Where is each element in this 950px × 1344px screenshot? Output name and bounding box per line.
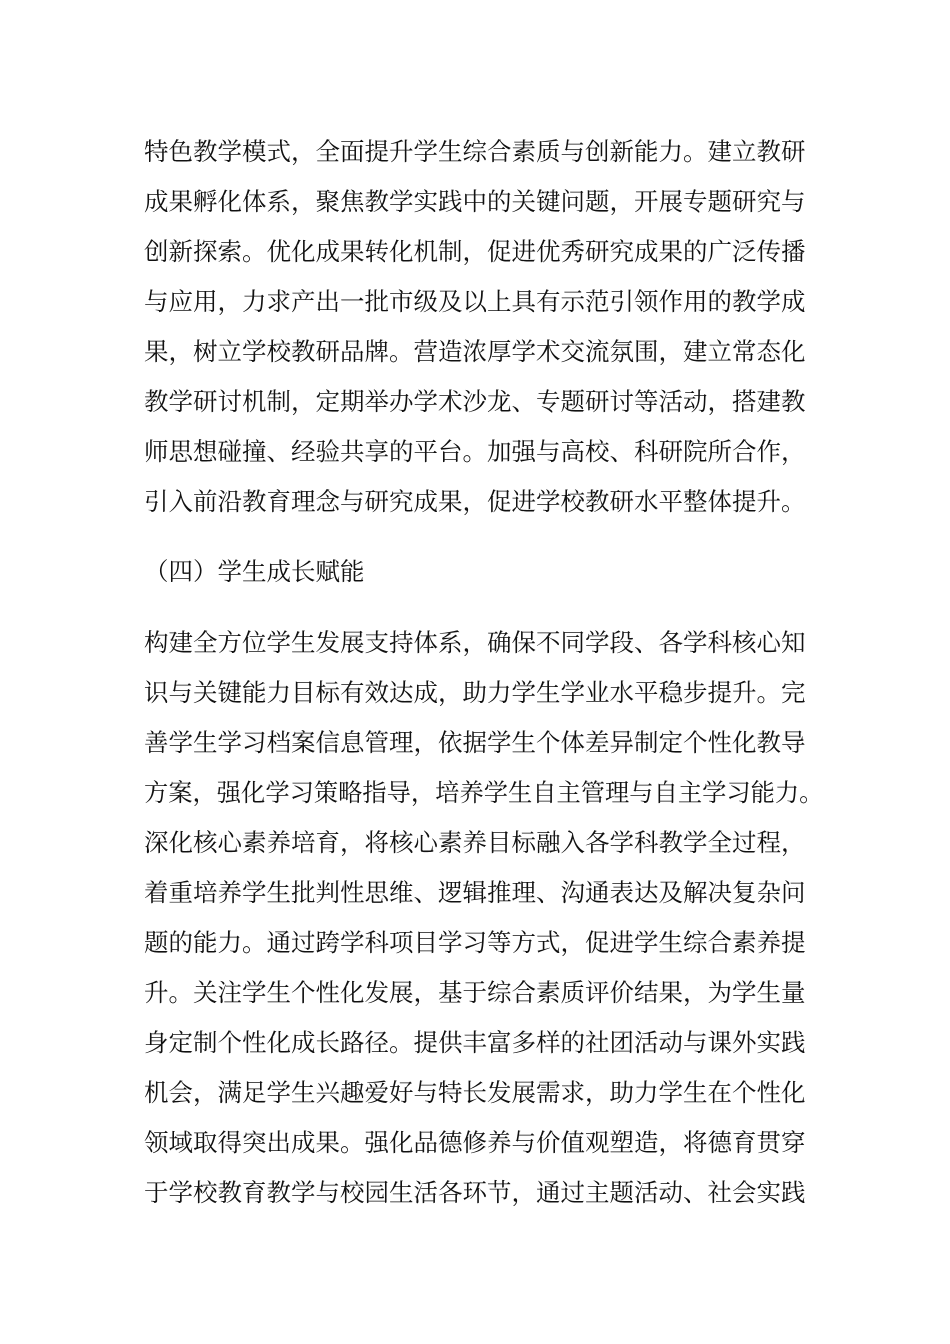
section-heading: （四）学生成长赋能 [144,557,365,586]
text-line: 身定制个性化成长路径。提供丰富多样的社团活动与课外实践 [144,1028,806,1057]
section-heading-block [144,547,824,597]
text-line: 与应用，力求产出一批市级及以上具有示范引领作用的教学成 [144,287,806,316]
text-line: 果，树立学校教研品牌。营造浓厚学术交流氛围，建立常态化 [144,337,806,366]
text-line: 识与关键能力目标有效达成，助力学生学业水平稳步提升。完 [144,678,806,707]
text-line: 着重培养学生批判性思维、逻辑推理、沟通表达及解决复杂问 [144,878,806,907]
text-line: 构建全方位学生发展支持体系，确保不同学段、各学科核心知 [144,628,806,657]
text-line: 机会，满足学生兴趣爱好与特长发展需求，助力学生在个性化 [144,1078,806,1107]
text-line: 深化核心素养培育，将核心素养目标融入各学科教学全过程， [144,828,806,857]
text-line: 教学研讨机制，定期举办学术沙龙、专题研讨等活动，搭建教 [144,387,806,416]
text-line: 升。关注学生个性化发展，基于综合素质评价结果，为学生量 [144,978,806,1007]
text-line: 于学校教育教学与校园生活各环节，通过主题活动、社会实践 [144,1178,806,1207]
text-line: 方案，强化学习策略指导，培养学生自主管理与自主学习能力。 [144,778,824,807]
text-line: 创新探索。优化成果转化机制，促进优秀研究成果的广泛传播 [144,237,806,266]
text-line: 师思想碰撞、经验共享的平台。加强与高校、科研院所合作， [144,437,806,466]
text-line: 成果孵化体系，聚焦教学实践中的关键问题，开展专题研究与 [144,187,806,216]
text-line: 领域取得突出成果。强化品德修养与价值观塑造，将德育贯穿 [144,1128,806,1157]
paragraph-teaching-research [144,127,824,527]
text-line: 引入前沿教育理念与研究成果，促进学校教研水平整体提升。 [144,487,806,516]
text-line: 特色教学模式，全面提升学生综合素质与创新能力。建立教研 [144,137,806,166]
text-line: 善学生学习档案信息管理，依据学生个体差异制定个性化教导 [144,728,806,757]
paragraph-student-growth [144,618,824,1218]
text-line: 题的能力。通过跨学科项目学习等方式，促进学生综合素养提 [144,928,806,957]
